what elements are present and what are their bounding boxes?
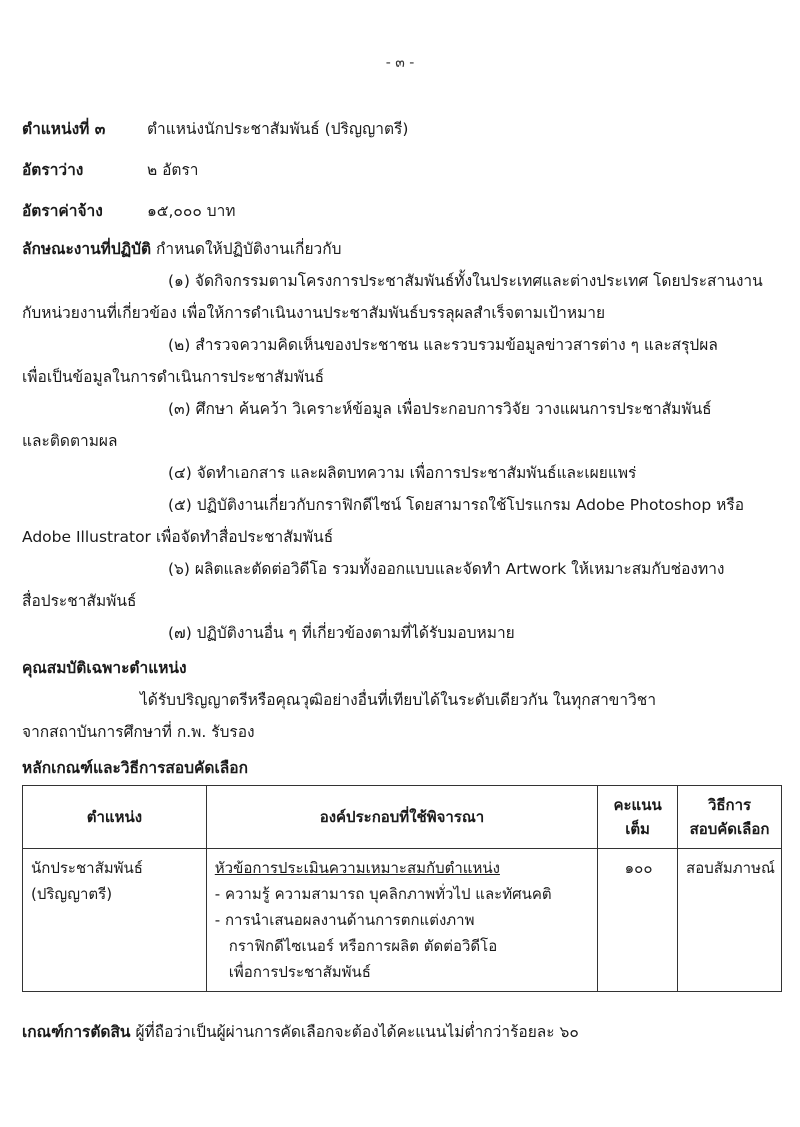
duty-line: (๗) ปฏิบัติงานอื่น ๆ ที่เกี่ยวข้องตามที่ได้รับมอบหมาย <box>168 624 515 642</box>
salary-row <box>22 198 236 223</box>
component-item: - การนำเสนอผลงานด้านการตกแต่งภาพ <box>214 911 475 929</box>
table-row <box>23 849 782 992</box>
vacancy-row <box>22 157 199 182</box>
qualifications-title: คุณสมบัติเฉพาะตำแหน่ง <box>22 659 187 677</box>
header-method <box>678 786 782 849</box>
cell-method: สอบสัมภาษณ์ <box>678 849 782 992</box>
header-method-line2: สอบคัดเลือก <box>689 820 770 838</box>
judgement-label: เกณฑ์การตัดสิน <box>22 1023 131 1041</box>
position-label: ตำแหน่งที่ ๓ <box>22 120 106 138</box>
component-heading: หัวข้อการประเมินความเหมาะสมกับตำแหน่ง <box>214 859 500 877</box>
component-item-cont: เพื่อการประชาสัมพันธ์ <box>228 963 371 981</box>
header-score-line2: เต็ม <box>625 820 650 838</box>
header-components: องค์ประกอบที่ใช้พิจารณา <box>206 786 597 849</box>
duty-line: Adobe Illustrator เพื่อจัดทำสื่อประชาสัมพันธ์ <box>22 528 334 546</box>
salary-label: อัตราค่าจ้าง <box>22 202 103 220</box>
duty-line: (๕) ปฏิบัติงานเกี่ยวกับกราฟิกดีไซน์ โดยสามารถใช้โปรแกรม Adobe Photoshop หรือ <box>168 496 744 514</box>
duty-line: (๑) จัดกิจกรรมตามโครงการประชาสัมพันธ์ทั้งในประเทศและต่างประเทศ โดยประสานงาน <box>168 272 763 290</box>
duty-line: กับหน่วยงานที่เกี่ยวข้อง เพื่อให้การดำเนินงานประชาสัมพันธ์บรรลุผลสำเร็จตามเป้าหมาย <box>22 304 606 322</box>
cell-position <box>23 849 207 992</box>
duties-intro: กำหนดให้ปฏิบัติงานเกี่ยวกับ <box>155 240 342 258</box>
position-row <box>22 116 408 141</box>
salary-value: ๑๕,๐๐๐ บาท <box>146 202 236 220</box>
duty-line: เพื่อเป็นข้อมูลในการดำเนินการประชาสัมพันธ์ <box>22 368 325 386</box>
duties-row <box>22 236 341 261</box>
page-number: - ๓ - <box>385 55 415 71</box>
header-method-line1: วิธีการ <box>707 796 752 814</box>
criteria-table <box>22 785 782 992</box>
cell-score: ๑๐๐ <box>598 849 678 992</box>
judgement-text: ผู้ที่ถือว่าเป็นผู้ผ่านการคัดเลือกจะต้องได้คะแนนไม่ต่ำกว่าร้อยละ ๖๐ <box>135 1023 579 1041</box>
position-value: ตำแหน่งนักประชาสัมพันธ์ (ปริญญาตรี) <box>146 120 409 138</box>
judgement-row <box>22 1019 579 1044</box>
vacancy-value: ๒ อัตรา <box>146 161 199 179</box>
position-degree: (ปริญญาตรี) <box>31 885 113 903</box>
table-header-row <box>23 786 782 849</box>
duty-line: และติดตามผล <box>22 432 118 450</box>
criteria-title: หลักเกณฑ์และวิธีการสอบคัดเลือก <box>22 759 248 777</box>
cell-components <box>206 849 597 992</box>
duty-line: (๒) สำรวจความคิดเห็นของประชาชน และรวบรวมข้อมูลข่าวสารต่าง ๆ และสรุปผล <box>168 336 718 354</box>
vacancy-label: อัตราว่าง <box>22 161 84 179</box>
header-position: ตำแหน่ง <box>23 786 207 849</box>
duty-line: สื่อประชาสัมพันธ์ <box>22 592 137 610</box>
duty-line: (๓) ศึกษา ค้นคว้า วิเคราะห์ข้อมูล เพื่อประกอบการวิจัย วางแผนการประชาสัมพันธ์ <box>168 400 712 418</box>
qualifications-line: จากสถาบันการศึกษาที่ ก.พ. รับรอง <box>22 723 255 741</box>
component-item-cont: กราฟิกดีไซเนอร์ หรือการผลิต ตัดต่อวิดีโอ <box>228 937 498 955</box>
position-name: นักประชาสัมพันธ์ <box>31 859 143 877</box>
header-score-line1: คะแนน <box>613 796 662 814</box>
duties-label: ลักษณะงานที่ปฏิบัติ <box>22 240 152 258</box>
qualifications-line: ได้รับปริญญาตรีหรือคุณวุฒิอย่างอื่นที่เทียบได้ในระดับเดียวกัน ในทุกสาขาวิชา <box>140 691 657 709</box>
component-item: - ความรู้ ความสามารถ บุคลิกภาพทั่วไป และทัศนคติ <box>214 885 552 903</box>
duty-line: (๖) ผลิตและตัดต่อวิดีโอ รวมทั้งออกแบบและจัดทำ Artwork ให้เหมาะสมกับช่องทาง <box>168 560 725 578</box>
header-score <box>598 786 678 849</box>
duty-line: (๔) จัดทำเอกสาร และผลิตบทความ เพื่อการประชาสัมพันธ์และเผยแพร่ <box>168 464 637 482</box>
